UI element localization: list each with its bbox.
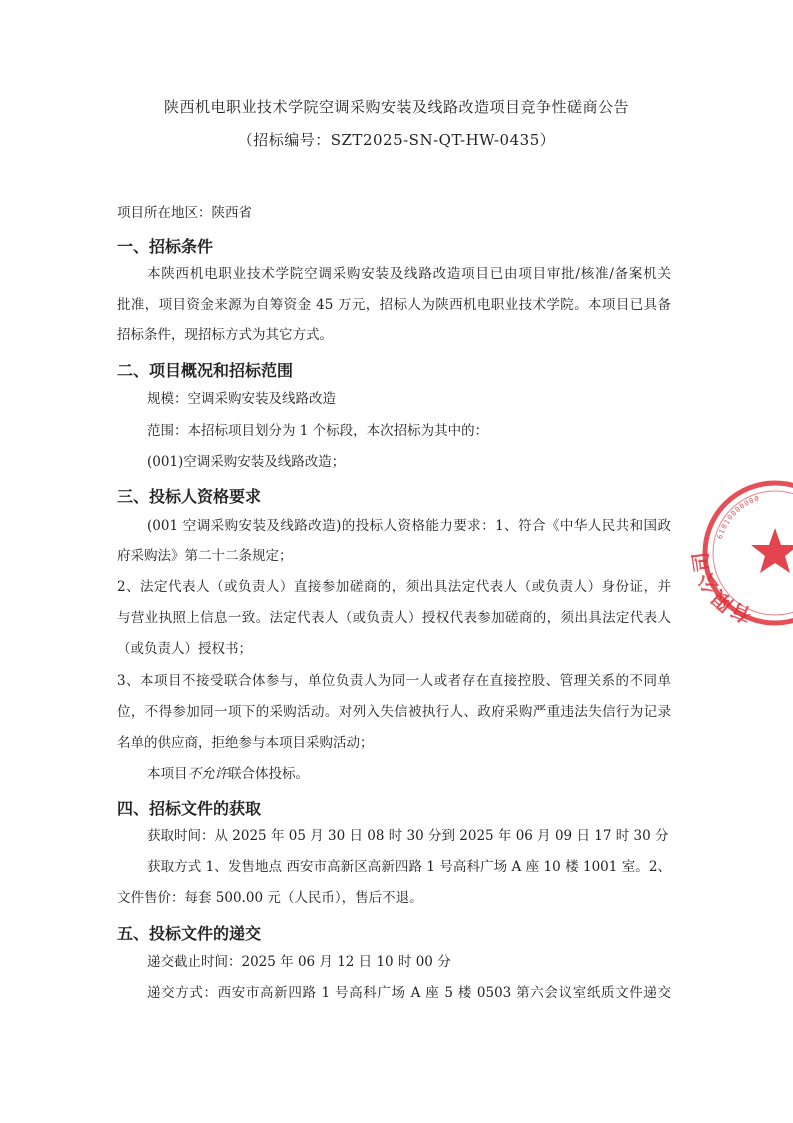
seal-rim-text: 61010000000	[715, 494, 761, 540]
consortium-suffix: 联合体投标。	[228, 766, 309, 782]
project-region: 项目所在地区：陕西省	[117, 205, 252, 221]
document-title: 陕西机电职业技术学院空调采购安装及线路改造项目竞争性磋商公告	[163, 98, 629, 116]
section-2-heading: 二、项目概况和招标范围	[117, 361, 294, 380]
qualification-line: 与营业执照上信息一致。法定代表人（或负责人）授权代表参加磋商的，须出具法定代表人	[117, 610, 671, 626]
acquisition-time: 获取时间：从 2025 年 05 月 30 日 08 时 30 分到 2025 年 06 月 09 日 17 时 30 分	[147, 828, 669, 844]
section-5-heading: 五、投标文件的递交	[117, 924, 262, 943]
consortium-prefix: 本项目	[147, 766, 188, 782]
seal-star-icon	[751, 528, 793, 573]
bid-number: （招标编号：SZT2025-SN-QT-HW-0435）	[237, 131, 556, 149]
consortium-emphasis: 不允许	[187, 766, 228, 782]
qualification-line: （或负责人）授权书；	[117, 641, 252, 657]
seal-arc-text: 有限公司	[688, 550, 755, 628]
project-scale: 规模：空调采购安装及线路改造	[147, 391, 336, 407]
consortium-statement	[147, 764, 309, 784]
section-4-heading: 四、招标文件的获取	[117, 799, 262, 818]
qualification-line: 府采购法》第二十二条规定；	[117, 548, 293, 564]
qualification-line: (001 空调采购安装及线路改造)的投标人资格能力要求：1、符合《中华人民共和国政	[147, 518, 671, 534]
submission-deadline: 递交截止时间：2025 年 06 月 12 日 10 时 00 分	[147, 954, 451, 970]
qualification-line: 名单的供应商，拒绝参与本项目采购活动；	[117, 735, 374, 751]
qualification-line: 位，不得参加同一项下的采购活动。对列入失信被执行人、政府采购严重违法失信行为记录	[117, 704, 671, 720]
document-price: 文件售价：每套 500.00 元（人民币），售后不退。	[117, 890, 423, 906]
svg-text:61010000000	[716, 494, 761, 540]
company-seal	[688, 478, 793, 628]
qualification-line: 2、法定代表人（或负责人）直接参加磋商的，须出具法定代表人（或负责人）身份证，并	[117, 579, 671, 595]
section-1-paragraph-line: 批准，项目资金来源为自筹资金 45 万元，招标人为陕西机电职业技术学院。本项目已具备	[117, 297, 671, 313]
acquisition-method: 获取方式 1、发售地点 西安市高新区高新四路 1 号高科广场 A 座 10 楼 1001 室。2、	[147, 859, 671, 875]
qualification-line: 3、本项目不接受联合体参与，单位负责人为同一人或者存在直接控股、管理关系的不同单	[117, 673, 671, 689]
project-scope: 范围：本招标项目划分为 1 个标段，本次招标为其中的：	[147, 423, 489, 439]
section-1-paragraph-line: 本陕西机电职业技术学院空调采购安装及线路改造项目已由项目审批/核准/备案机关	[147, 266, 671, 282]
submission-method: 递交方式：西安市高新四路 1 号高科广场 A 座 5 楼 0503 第六会议室纸质文件递交	[147, 985, 671, 1001]
project-lot: (001)空调采购安装及线路改造；	[147, 454, 346, 470]
section-3-heading: 三、投标人资格要求	[117, 487, 262, 506]
section-1-paragraph-line: 招标条件，现招标方式为其它方式。	[117, 327, 333, 343]
section-1-heading: 一、招标条件	[117, 237, 214, 256]
